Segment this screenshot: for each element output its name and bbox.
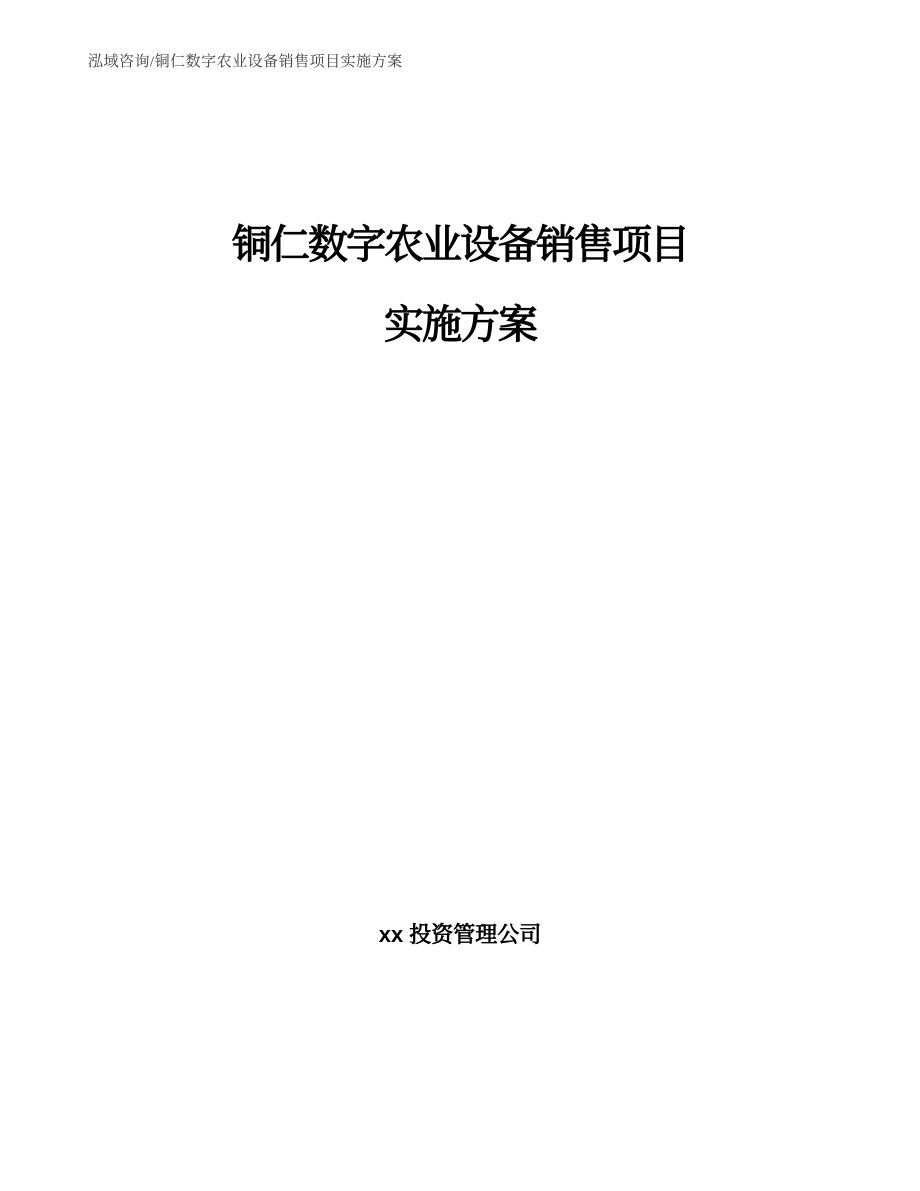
company-name: xx 投资管理公司 <box>378 922 542 947</box>
title-line-2: 实施方案 <box>384 303 536 347</box>
title-line-1: 铜仁数字农业设备销售项目 <box>232 223 688 267</box>
header-text: 泓域咨询/铜仁数字农业设备销售项目实施方案 <box>88 54 403 70</box>
document-title <box>0 205 920 365</box>
page-header <box>88 52 848 72</box>
